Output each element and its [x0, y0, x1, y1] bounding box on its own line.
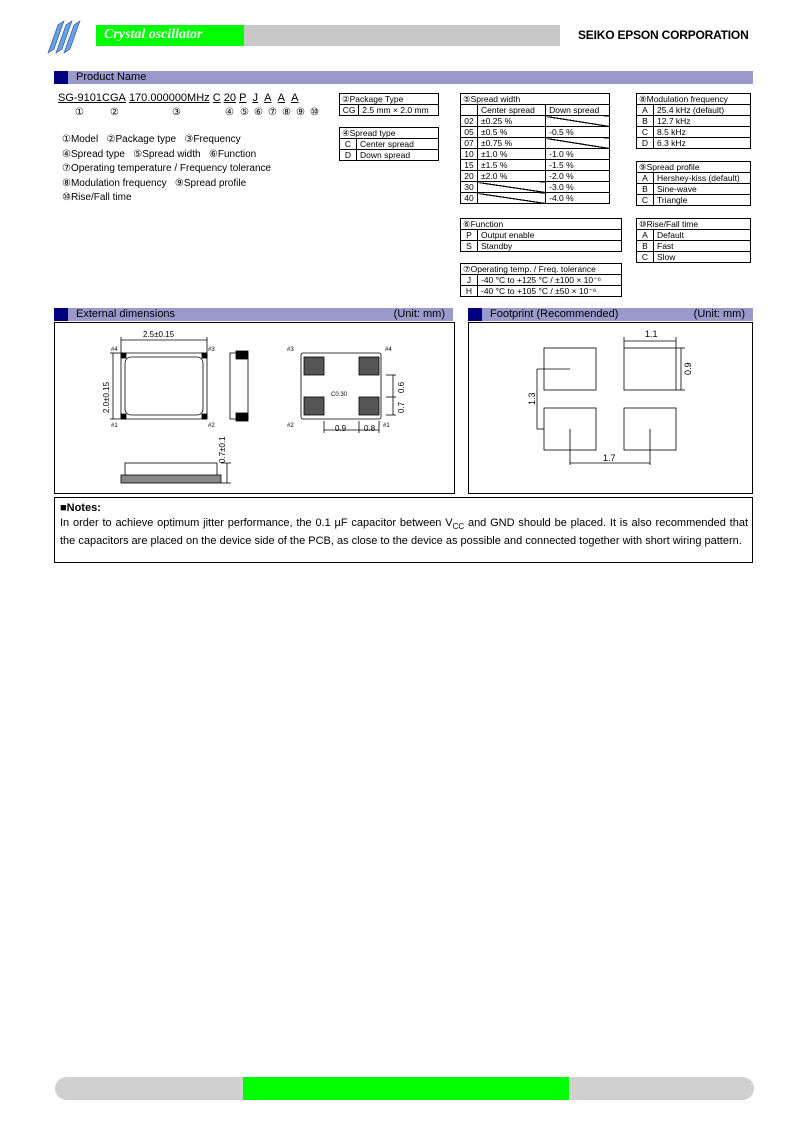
table-title: ⑤Spread width — [461, 94, 610, 105]
dim-height: 2.0±0.15 — [102, 381, 111, 413]
section-title: Footprint (Recommended) — [490, 308, 619, 320]
pin-label-4: #4 — [111, 347, 118, 353]
table-row: B 12.7 kHz — [637, 116, 751, 127]
section-square-icon — [54, 71, 68, 84]
dim-pad-h1: 0.6 — [397, 381, 406, 393]
table-row: B Sine-wave — [637, 184, 751, 195]
table-title: ⑨Spread profile — [637, 162, 751, 173]
code-part-model: SG-9101 — [58, 92, 103, 104]
table-row: 15 ±1.5 % -1.5 % — [461, 160, 610, 171]
legend-line: ①Model ②Package type ③Frequency — [62, 134, 241, 145]
legend-line: ⑧Modulation frequency ⑨Spread profile — [62, 177, 247, 189]
dimension-drawing — [55, 323, 454, 493]
vcc-subscript: CC — [452, 522, 465, 532]
pin-label-3: #3 — [208, 347, 215, 353]
fp-dim-a: 1.1 — [645, 329, 658, 339]
dim-pad-gap: 0.9 — [335, 424, 347, 433]
code-part-frequency: 170.000000MHz — [128, 92, 210, 104]
dim-pad-w: 0.8 — [364, 424, 376, 433]
table-title: ②Package Type — [340, 94, 439, 105]
circled-index-5: ⑤ — [240, 107, 249, 118]
table-row: D Down spread — [340, 150, 439, 161]
table-row: C 8.5 kHz — [637, 127, 751, 138]
table-row: A 25.4 kHz (default) — [637, 105, 751, 116]
fp-dim-c: 1.3 — [527, 392, 537, 405]
section-bar-external-dimensions — [54, 308, 453, 321]
table-title: ⑩Rise/Fall time — [637, 219, 751, 230]
section-unit: (Unit: mm) — [393, 308, 445, 320]
code-part-profile: A — [277, 92, 285, 104]
code-part-spread-type: C — [212, 92, 221, 104]
section-square-icon — [468, 308, 482, 321]
section-title: External dimensions — [76, 308, 176, 320]
circled-index-10: ⑩ — [310, 107, 319, 118]
table-row: 02 ±0.25 % — [461, 116, 610, 127]
table-row: 20 ±2.0 % -2.0 % — [461, 171, 610, 182]
dim-thickness: 0.7±0.1 — [218, 436, 227, 463]
section-unit: (Unit: mm) — [693, 308, 745, 320]
circled-index-4: ④ — [225, 107, 234, 118]
dim-pad-h2: 0.7 — [397, 401, 406, 413]
spread-type-table — [339, 127, 439, 161]
table-row: 05 ±0.5 % -0.5 % — [461, 127, 610, 138]
circled-index-9: ⑨ — [296, 107, 305, 118]
external-dimensions-drawing — [54, 322, 455, 494]
rise-fall-table — [636, 218, 751, 263]
code-part-mod-freq: A — [264, 92, 272, 104]
table-row: 07 ±0.75 % — [461, 138, 610, 149]
legend-line: ④Spread type ⑤Spread width ⑥Function — [62, 148, 257, 160]
code-part-risefall: A — [291, 92, 299, 104]
pin-label-4b: #4 — [385, 347, 392, 353]
notes-body: In order to achieve optimum jitter performance, the 0.1 µF capacitor between $V_{CC}$ and GND should be placed. It is also recommended that the capacitors are placed on the device side of the PCB, as close to the device as possible and connected together with short wiring pattern. — [60, 517, 749, 548]
circled-index-7: ⑦ — [268, 107, 277, 118]
spread-profile-table — [636, 161, 751, 206]
fp-dim-b: 0.9 — [683, 362, 693, 375]
package-type-table — [339, 93, 439, 116]
footprint-drawing — [468, 322, 753, 494]
circled-index-1: ① — [75, 107, 84, 118]
code-part-temp: J — [252, 92, 259, 104]
section-title: Product Name — [76, 71, 147, 83]
pin-label-1b: #1 — [383, 423, 390, 429]
notes-box — [54, 497, 753, 563]
table-header-row: Center spread Down spread — [461, 105, 610, 116]
section-square-icon — [54, 308, 68, 321]
footprint-svg — [469, 323, 752, 493]
spread-width-table — [460, 93, 610, 204]
code-part-package: CGA — [102, 92, 126, 104]
modulation-frequency-table — [636, 93, 751, 149]
circled-index-8: ⑧ — [282, 107, 291, 118]
table-row: S Standby — [461, 241, 622, 252]
pin-label-2b: #2 — [287, 423, 294, 429]
legend-line: ⑦Operating temperature / Frequency tolerance — [62, 163, 272, 174]
fp-dim-d: 1.7 — [603, 453, 616, 463]
table-row: A Hershey-kiss (default) — [637, 173, 751, 184]
table-row: CG 2.5 mm × 2.0 mm — [340, 105, 439, 116]
table-row: 30 -3.0 % — [461, 182, 610, 193]
table-row: C Slow — [637, 252, 751, 263]
model-code — [58, 92, 298, 104]
table-row: C Center spread — [340, 139, 439, 150]
table-title: ⑥Function — [461, 219, 622, 230]
header-grey-bar — [244, 25, 560, 46]
table-row: C Triangle — [637, 195, 751, 206]
company-name: SEIKO EPSON CORPORATION — [578, 28, 749, 42]
product-category: Crystal oscillator — [104, 27, 203, 42]
dim-chamfer: C0.30 — [331, 392, 348, 398]
section-bar-product-name — [54, 71, 753, 84]
circled-index-6: ⑥ — [254, 107, 263, 118]
notes-heading: ■Notes: — [60, 502, 101, 514]
table-row: 40 -4.0 % — [461, 193, 610, 204]
pin-label-3b: #3 — [287, 347, 294, 353]
pin-label-2: #2 — [208, 423, 215, 429]
table-title: ④Spread type — [340, 128, 439, 139]
footer-green-bar — [243, 1077, 569, 1100]
pin-label-1: #1 — [111, 423, 118, 429]
dim-width: 2.5±0.15 — [143, 330, 175, 339]
code-part-spread-width: 20 — [223, 92, 236, 104]
epson-crystal-logo-icon — [44, 17, 94, 57]
table-row: P Output enable — [461, 230, 622, 241]
table-row: J -40 °C to +125 °C / ±100 × 10⁻⁶ — [461, 275, 622, 286]
table-row: A Default — [637, 230, 751, 241]
operating-temp-table — [460, 263, 622, 297]
table-row: 10 ±1.0 % -1.0 % — [461, 149, 610, 160]
table-title: ⑧Modulation frequency — [637, 94, 751, 105]
legend-line: ⑩Rise/Fall time — [62, 192, 132, 203]
table-row: D 6.3 kHz — [637, 138, 751, 149]
circled-index-3: ③ — [172, 107, 181, 118]
table-title: ⑦Operating temp. / Freq. tolerance — [461, 264, 622, 275]
code-part-function: P — [239, 92, 247, 104]
function-table — [460, 218, 622, 252]
header-logo — [44, 17, 94, 57]
table-row: H -40 °C to +105 °C / ±50 × 10⁻⁶ — [461, 286, 622, 297]
code-legend — [62, 133, 271, 206]
circled-index-2: ② — [110, 107, 119, 118]
table-row: B Fast — [637, 241, 751, 252]
section-bar-footprint — [468, 308, 753, 321]
